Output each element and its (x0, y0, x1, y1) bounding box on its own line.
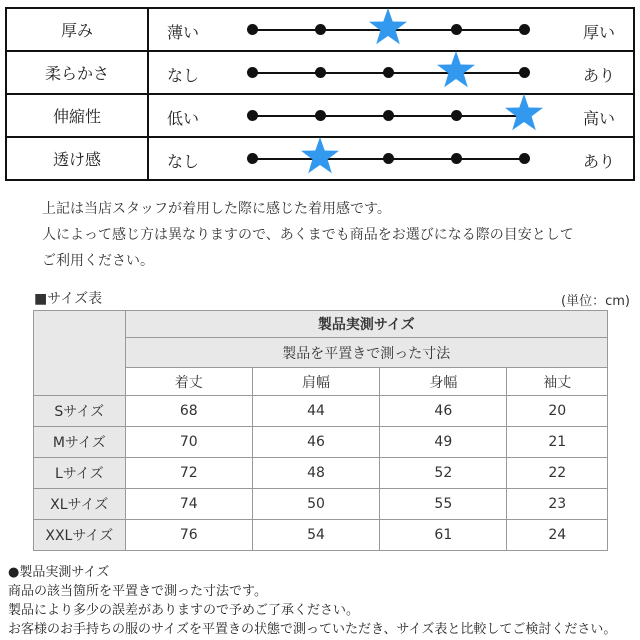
size-value: 48 (252, 458, 379, 489)
size-value: 46 (380, 396, 507, 427)
size-table-title: ■サイズ表 (34, 291, 103, 307)
column-header: 身幅 (380, 368, 507, 396)
scale-dot (519, 24, 530, 35)
fit-label: 伸縮性 (6, 94, 148, 137)
footer-line: お客様のお手持ちの服のサイズを平置きの状態で測っていただき、サイズ表と比較してご検討ください。 (8, 622, 617, 637)
size-value: 21 (507, 427, 608, 458)
scale-dot (247, 67, 258, 78)
note-line: 人によって感じ方は異なりますので、あくまでも商品をお選びになる際の目安として (42, 227, 574, 243)
size-value: 46 (252, 427, 379, 458)
scale-max-label: あり (582, 152, 615, 171)
scale-dot (247, 24, 258, 35)
scale-max-label: 厚い (582, 23, 615, 42)
fit-row (6, 137, 634, 180)
scale-dot (315, 110, 326, 121)
fit-label: 厚み (6, 8, 148, 51)
scale-max-label: 高い (582, 109, 615, 128)
size-value: 20 (507, 396, 608, 427)
size-value: 72 (125, 458, 252, 489)
table-row (34, 458, 608, 489)
star-icon (504, 93, 544, 133)
size-label: Sサイズ (34, 396, 126, 427)
size-value: 61 (380, 520, 507, 551)
scale-min-label: 低い (167, 109, 200, 128)
scale-dot (247, 153, 258, 164)
scale-dot (519, 153, 530, 164)
fit-label: 柔らかさ (6, 51, 148, 94)
table-row (34, 520, 608, 551)
scale-dot (383, 153, 394, 164)
scale-dot (315, 67, 326, 78)
size-label: Lサイズ (34, 458, 126, 489)
size-value: 22 (507, 458, 608, 489)
size-value: 70 (125, 427, 252, 458)
star-icon (300, 136, 340, 176)
size-value: 76 (125, 520, 252, 551)
scale-dot (451, 153, 462, 164)
fit-feel-table (5, 7, 635, 181)
scale-dot (247, 110, 258, 121)
footer-line: 製品により多少の誤差がありますので予めご了承ください。 (8, 603, 360, 618)
size-value: 49 (380, 427, 507, 458)
scale-dot (383, 110, 394, 121)
table-row (34, 489, 608, 520)
size-value: 24 (507, 520, 608, 551)
fit-row (6, 8, 634, 51)
scale-min-label: 薄い (167, 23, 200, 42)
size-value: 55 (380, 489, 507, 520)
fit-label: 透け感 (6, 137, 148, 180)
scale-min-label: なし (167, 66, 200, 85)
group-header: 製品実測サイズ (125, 311, 607, 338)
unit-label: (単位：cm) (561, 294, 630, 309)
sub-header: 製品を平置きで測った寸法 (125, 338, 607, 368)
note-line: 上記は当店スタッフが着用した際に感じた着用感です。 (42, 201, 391, 217)
fit-scale (148, 137, 634, 180)
column-header: 着丈 (125, 368, 252, 396)
table-row (34, 396, 608, 427)
size-label: XLサイズ (34, 489, 126, 520)
scale-max-label: あり (582, 66, 615, 85)
fit-row (6, 94, 634, 137)
footer-line: 商品の該当箇所を平置きで測った寸法です。 (8, 584, 267, 599)
scale-dot (315, 24, 326, 35)
size-value: 23 (507, 489, 608, 520)
star-icon (368, 7, 408, 47)
size-value: 68 (125, 396, 252, 427)
scale-dot (519, 67, 530, 78)
size-label: Mサイズ (34, 427, 126, 458)
fit-row (6, 51, 634, 94)
fit-scale (148, 51, 634, 94)
fit-scale (148, 94, 634, 137)
scale-dot (451, 110, 462, 121)
size-value: 44 (252, 396, 379, 427)
scale-dot (383, 67, 394, 78)
size-value: 74 (125, 489, 252, 520)
corner-cell (34, 311, 126, 396)
size-label: XXLサイズ (34, 520, 126, 551)
footer-line: ●製品実測サイズ (8, 565, 110, 580)
size-value: 54 (252, 520, 379, 551)
size-table (33, 310, 608, 551)
size-value: 50 (252, 489, 379, 520)
table-row (34, 427, 608, 458)
scale-min-label: なし (167, 152, 200, 171)
size-value: 52 (380, 458, 507, 489)
star-icon (436, 50, 476, 90)
column-header: 袖丈 (507, 368, 608, 396)
scale-dot (451, 24, 462, 35)
note-line: ご利用ください。 (42, 253, 154, 269)
column-header: 肩幅 (252, 368, 379, 396)
fit-scale (148, 8, 634, 51)
